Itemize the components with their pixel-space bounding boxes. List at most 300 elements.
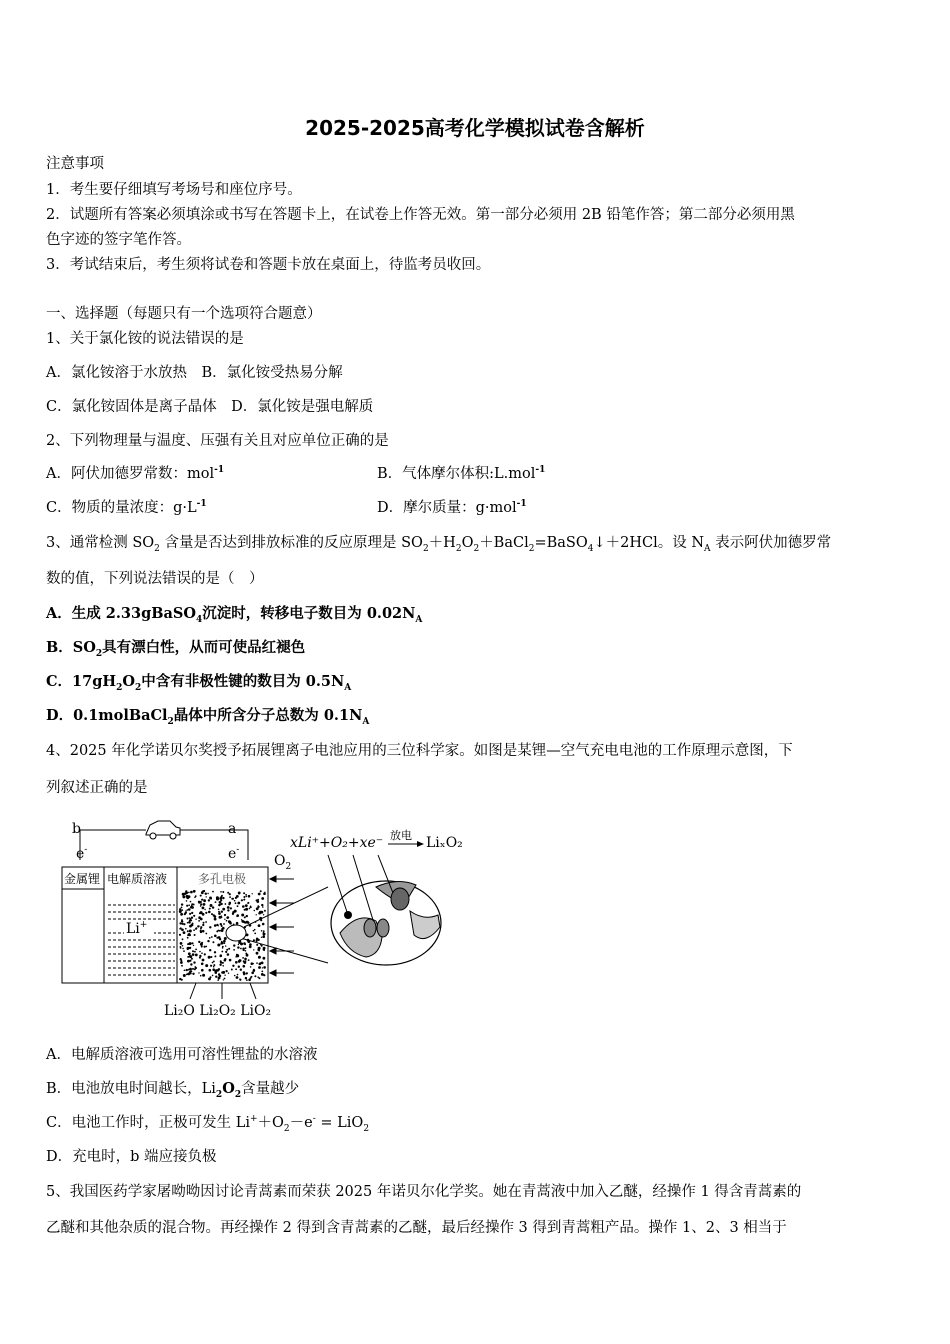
electrode-dot [252,893,253,894]
electrode-dot [243,896,245,898]
electrode-dot [182,921,184,923]
electrode-dot [227,909,229,911]
electrode-dot [204,909,205,910]
electrode-dot [186,905,188,907]
electrode-dot [240,969,242,971]
terminal-b: b [72,821,81,837]
electrode-dot [183,923,185,925]
option-row: C．氯化铵固体是离子晶体 D．氯化铵是强电解质 [46,399,374,415]
electrode-dot [188,908,191,911]
electrode-dot [245,904,248,907]
option-d: D．0.1molBaCl$_2$晶体中所含分子总数为 $0.1N_A$ [46,707,370,727]
reaction-equation: xLi⁺+O₂+xe⁻ [290,835,384,851]
electrode-dot [230,907,232,909]
electrode-dot [181,965,183,967]
electrode-dot [259,977,261,979]
electrode-dot [206,946,208,948]
electrode-dot [184,892,187,895]
electrode-dot [182,948,184,950]
electrode-dot [235,902,237,904]
electrode-dot [261,930,263,932]
electrode-dot [186,969,188,971]
electrode-dot [193,945,194,946]
electrode-dot [243,899,245,901]
electrode-dot [184,970,186,972]
electrode-dot [215,901,217,903]
electrode-dot [213,914,215,916]
electrode-dot [254,975,256,977]
electrode-dot [210,976,212,978]
electrode-dot [194,951,196,953]
question-stem: 3、通常检测 $SO_2$ 含量是否达到排放标准的反应原理是 $SO_2+H_2O_2+BaCl_2=BaSO_4↓+2HCl$。设 $N_A$ 表示阿伏加德罗常 [46,535,832,554]
electrode-dot [223,979,224,980]
electrode-dot [221,917,223,919]
electrode-dot [193,961,195,963]
electrode-dot [261,971,263,973]
electrode-dot [231,969,233,971]
electrode-dot [262,923,265,926]
electrode-dot [182,895,185,898]
li-ion-label: Li+ [126,920,148,937]
electrode-dot [233,944,235,946]
electrode-dot [224,959,227,962]
electrode-dot [201,899,203,901]
electrode-dot [222,897,224,899]
electrode-dot [198,920,200,922]
electrode-dot [224,978,226,980]
electrode-dot [234,975,236,977]
electrode-dot [204,953,206,955]
option-b: B．$SO_2$具有漂白性，从而可使品红褪色 [46,639,306,659]
electrode-dot [205,964,208,967]
electrode-dot [188,952,191,955]
electrode-dot [195,895,197,897]
option-b: B．气体摩尔体积:L.mol$^{-1}$ [377,465,546,482]
electrode-dot [217,944,220,947]
electrode-dot [202,930,204,932]
electrode-dot [259,911,262,914]
electrode-dot [207,893,208,894]
electrode-dot [223,923,225,925]
o2-arrows [270,876,294,976]
option-b: B．电池放电时间越长，$Li_2O_2$含量越少 [46,1080,300,1100]
electrode-dot [248,959,250,961]
electrode-dot [202,924,204,926]
electrode-dot [243,965,246,968]
electrode-dot [227,953,230,956]
electrode-dot [218,925,219,926]
electrode-dot [220,960,222,962]
electrode-dot [214,955,216,957]
electrode-dot [263,966,266,969]
battery-diagram [58,815,478,1029]
electrode-dot [207,940,209,942]
electrode-dot [190,901,192,903]
electrode-dot [192,923,194,925]
electrode-dot [263,974,265,976]
question-stem: 4、2025 年化学诺贝尔奖授予拓展锂离子电池应用的三位科学家。如图是某锂—空气充电电池的工作原理示意图，下 [46,743,793,759]
electrode-dot [224,942,226,944]
electrode-dot [208,899,210,901]
electrode-dot [221,951,223,953]
electrode-dot [247,902,249,904]
electrode-dot [222,965,224,967]
electrode-dot [180,947,182,949]
electrode-dot [199,912,201,914]
electrode-dot [180,961,183,964]
electrode-dot [210,965,212,967]
electrode-dot [206,896,207,897]
electrode-dot [263,957,266,960]
electrode-dot [195,949,197,951]
electrode-dot [212,975,214,977]
electrode-dot [186,900,188,902]
electrode-dot [254,933,256,935]
electrode-dot [258,893,261,896]
electrode-dot [251,972,254,975]
electrode-dot [254,929,256,931]
electrode-dot [257,899,259,901]
electrode-dot [180,913,183,916]
electrode-dot [205,933,207,935]
electrode-dot [220,943,222,945]
electrode-dot [218,909,220,911]
electrode-dot [200,928,202,930]
electrode-dot [227,892,229,894]
electrode-dot [201,952,203,954]
electrode-dot [242,905,245,908]
electrode-dot [261,904,263,906]
electrode-label: 多孔电极 [198,872,247,886]
electrode-dot [237,902,240,905]
electrode-dot [211,913,213,915]
electrode-dot [245,894,247,896]
electrode-dot [262,906,264,908]
electrode-dot [191,917,193,919]
metal-label: 金属锂 [64,872,101,886]
electrode-dot [195,954,198,957]
section-heading: 一、选择题（每题只有一个选项符合题意） [46,306,322,322]
electrode-dot [214,951,216,953]
electrode-dot [228,903,230,905]
electrode-dot [189,960,191,962]
electrode-dot [218,973,220,975]
electron-left: e- [76,845,88,862]
electrode-dot [181,919,183,921]
option-c: C．电池工作时，正极可发生 $Li^++O_2-e^- = LiO_2$ [46,1114,370,1134]
electrode-dot [222,946,224,948]
electrode-dot [261,962,264,965]
electrode-dot [189,942,192,945]
electrode-dot [209,926,211,928]
electrode-dot [250,966,252,968]
option-row: A．氯化铵溶于水放热 B．氯化铵受热易分解 [46,365,343,381]
electrode-dot [209,949,211,951]
electrode-dot [217,979,219,981]
electrode-dot [256,952,259,955]
electrode-dot [192,953,195,956]
electrode-dot [202,974,205,977]
electrode-dot [209,969,212,972]
electrode-dot [258,956,261,959]
electrode-dot [257,949,260,952]
electrode-dot [193,915,195,917]
electrode-dot [180,942,183,945]
electrode-dot [225,903,227,905]
electrode-dot [204,946,206,948]
electrode-dot [205,912,207,914]
electrode-dot [200,895,202,897]
electrode-dot [258,966,261,969]
question-stem-continued: 乙醚和其他杂质的混合物。再经操作 2 得到含青蒿素的乙醚，最后经操作 3 得到青蒿粗产品。操作 1、2、3 相当于 [46,1220,787,1236]
electrode-dot [189,955,192,958]
electrode-dot [219,975,221,977]
electrode-dot [187,922,189,924]
electrode-dot [193,904,195,906]
electrode-dot [235,961,238,964]
electrode-dot [246,979,248,981]
electrode-dot [234,900,236,902]
electrode-dot [241,899,243,901]
electrode-dot [264,910,266,912]
electrode-dot [262,935,265,938]
electrode-dot [245,950,247,952]
electrode-dot [183,950,185,952]
electrode-dot [236,914,239,917]
electrode-dot [218,911,220,913]
electrode-dot [238,892,240,894]
electrode-dot [248,979,251,982]
electrode-dot [179,910,182,913]
electrode-dot [232,965,234,967]
electrode-dot [188,921,191,924]
electrode-dot [229,960,231,962]
products-label: Li₂O Li₂O₂ LiO₂ [164,1003,272,1019]
electrode-dot [216,970,217,971]
electrode-dot [246,954,249,957]
electrode-dot [221,911,223,913]
electrode-dot [225,945,226,946]
electrode-dot [245,908,248,911]
electrode-dot [216,937,218,939]
electrode-dot [229,896,231,898]
electrode-dot [209,937,211,939]
notice-item: 3．考试结束后，考生须将试卷和答题卡放在桌面上，待监考员收回。 [46,257,491,273]
option-d: D．充电时，b 端应接负极 [46,1149,217,1165]
electrode-dot [245,978,247,980]
electrode-dot [258,924,261,927]
electron-right: e- [228,845,240,862]
electrode-dot [244,958,247,961]
electrode-dot [181,909,183,911]
terminal-a: a [228,821,237,837]
electrode-dot [182,945,184,947]
electrode-dot [198,901,201,904]
electrode-dot [189,913,191,915]
option-d: D．摩尔质量：g·mol$^{-1}$ [377,499,527,516]
electrode-dot [193,929,195,931]
electrode-dot [200,975,202,977]
electrode-dot [222,971,225,974]
electrode-dot [223,940,226,943]
notice-item: 色字迹的签字笔作答。 [46,232,191,248]
electrode-dot [233,949,235,951]
electrode-dot [187,948,189,950]
electrode-dot [246,896,247,897]
electrode-dot [186,896,189,899]
electrode-dot [242,957,244,959]
electrode-dot [237,905,239,907]
electrode-dot [235,956,237,958]
electrode-dot [261,937,262,938]
electrode-dot [198,925,199,926]
electrode-dot [219,938,221,940]
electrode-dot [203,922,205,924]
electrode-dot [224,975,225,976]
electrode-dot [191,971,193,973]
electrode-dot [213,964,215,966]
reaction-product: LiₓO₂ [426,835,463,851]
electrode-dot [259,963,262,966]
notice-item: 2．试题所有答案必须填涂或书写在答题卡上，在试卷上作答无效。第一部分必须用 2B 铅笔作答；第二部分必须用黑 [46,207,795,223]
electrode-dot [216,930,218,932]
electrode-dot [191,912,193,914]
electrode-dot [194,934,196,936]
electrode-dot [216,896,219,899]
electrode-dot [212,968,215,971]
question-stem: 2、下列物理量与温度、压强有关且对应单位正确的是 [46,433,389,449]
question-stem-continued: 数的值，下列说法错误的是（ ） [46,571,264,587]
electrode-dot [258,939,260,941]
option-a: A．生成 2.33gBaSO$_4$沉淀时，转移电子数目为 $0.02N_A$ [46,605,423,625]
electrode-dot [226,970,228,972]
electrode-dot [238,960,241,963]
question-stem-continued: 列叙述正确的是 [46,780,148,796]
electrode-dot [237,946,239,948]
electrode-dot [262,967,263,968]
electrode-dot [235,968,237,970]
electrode-dot [201,963,204,966]
electrode-dot [220,903,222,905]
electrode-dot [187,930,189,932]
electrode-dot [218,968,220,970]
electrode-dot [263,932,264,933]
electrode-dot [181,907,183,909]
electrode-dot [193,890,196,893]
electrode-dot [212,891,214,893]
electrode-dot [243,971,246,974]
electrode-dot [191,942,193,944]
electrode-dot [243,921,245,923]
electrode-dot [191,958,193,960]
electrode-dot [202,890,204,892]
electrode-dot [187,909,189,911]
electrode-dot [203,899,206,902]
electrode-dot [199,955,201,957]
electrode-dot [189,917,191,919]
electrode-dot [192,950,194,952]
electrode-dot [250,907,252,909]
electrode-dot [210,898,212,900]
question-stem: 1、关于氯化铵的说法错误的是 [46,331,244,347]
page-title: 2025-2025高考化学模拟试卷含解析 [305,116,645,140]
electrode-dot [236,976,239,979]
electrode-dot [238,944,239,945]
electrode-dot [221,925,223,927]
electrode-dot [189,947,191,949]
electrode-dot [244,916,246,918]
electrode-dot [245,947,247,949]
electrode-dot [254,910,256,912]
electrode-dot [198,972,199,973]
electrode-dot [236,922,239,925]
electrode-dot [238,966,240,968]
electrode-dot [181,979,183,981]
electrode-dot [257,906,259,908]
electrode-dot [181,923,183,925]
electrode-dot [203,903,206,906]
electrode-dot [201,942,203,944]
electrode-dot [224,914,226,916]
electrode-dot [219,930,221,932]
electrode-dot [188,892,190,894]
electrode-dot [234,910,237,913]
electrode-dot [215,976,217,978]
electrode-dot [231,898,233,900]
electrode-dot [219,964,221,966]
electrode-dot [237,974,239,976]
electrode-dot [200,903,202,905]
electrode-dot [182,938,184,940]
notice-heading: 注意事项 [46,156,104,172]
electrode-dot [192,973,194,975]
electrode-dot [241,919,242,920]
electrode-dot [181,929,184,932]
electrode-dot [238,942,240,944]
electrode-dot [243,892,245,894]
electrode-dot [246,915,248,917]
oxygen-label: $O_2$ [274,853,292,872]
notice-item: 1．考生要仔细填写考场号和座位序号。 [46,182,302,198]
electrode-dot [227,906,230,909]
electrode-dot [200,918,203,921]
electrode-dot [189,934,191,936]
question-stem: 5、我国医药学家屠呦呦因讨论青蒿素而荣获 2025 年诺贝尔化学奖。她在青蒿液中加入乙醚，经操作 1 得含青蒿素的 [46,1184,802,1200]
electrode-dot [191,906,194,909]
electrode-dot [212,906,214,908]
electrode-dot [187,937,189,939]
electrode-dot [190,963,192,965]
electrode-dot [229,893,231,895]
electrode-dot [199,951,201,953]
electrode-dot [222,927,225,930]
electrode-dot [256,962,258,964]
electrode-dot [198,941,200,943]
electrode-dot [219,897,222,900]
electrode-dot [228,917,230,919]
electrode-dot [179,934,181,936]
electrolyte-label: 电解质溶液 [107,872,168,886]
electrode-dot [187,918,189,920]
electrode-dot [181,903,183,905]
electrode-dot [179,922,181,924]
electrode-dot [253,969,256,972]
electrode-dot [214,935,217,938]
electrode-dot [210,956,212,958]
electrode-dot [205,893,207,895]
electrode-dot [213,966,215,968]
option-c: C．物质的量浓度：$g\cdot L^{-1}$ [46,499,207,516]
